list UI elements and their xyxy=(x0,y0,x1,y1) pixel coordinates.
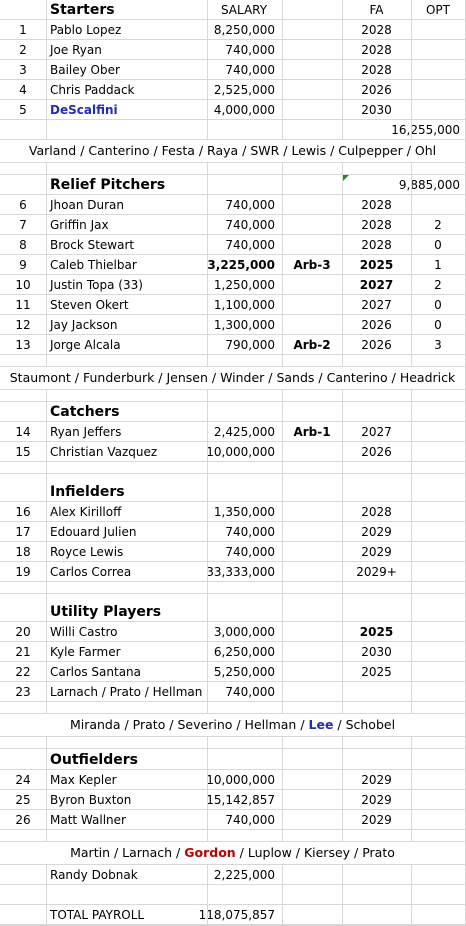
player-name[interactable]: Joe Ryan xyxy=(50,42,102,57)
player-name[interactable]: Caleb Thielbar xyxy=(50,257,137,272)
table-row[interactable] xyxy=(0,642,465,662)
player-name[interactable]: Edouard Julien xyxy=(50,524,137,539)
depth-text: / Luplow / Kiersey / Prato xyxy=(235,844,395,860)
player-name[interactable]: Kyle Farmer xyxy=(50,644,121,659)
row-number: 20 xyxy=(15,624,31,639)
row-number: 21 xyxy=(15,644,31,659)
table-row[interactable] xyxy=(0,770,465,790)
spacer-row xyxy=(0,462,465,474)
catchers-heading[interactable]: Catchers xyxy=(50,403,120,420)
utility-depth-row xyxy=(0,714,465,737)
player-salary[interactable]: 1,250,000 xyxy=(213,277,275,292)
player-fa-year[interactable]: 2029+ xyxy=(356,564,397,579)
player-fa-year[interactable]: 2029 xyxy=(361,792,392,807)
relief-salary-total[interactable]: 9,885,000 xyxy=(398,177,460,192)
table-row[interactable] xyxy=(0,542,465,562)
relief-depth-list[interactable]: Staumont / Funderburk / Jensen / Winder / Sands / Canterino / Headrick xyxy=(9,369,456,385)
row-number: 25 xyxy=(15,792,31,807)
utility-heading[interactable]: Utility Players xyxy=(50,603,162,620)
row-number: 14 xyxy=(15,424,31,439)
player-fa-year[interactable]: 2026 xyxy=(361,337,392,352)
player-fa-year[interactable]: 2027 xyxy=(359,277,394,292)
player-salary[interactable]: 8,250,000 xyxy=(213,22,275,37)
player-fa-year[interactable]: 2026 xyxy=(361,317,392,332)
player-salary[interactable]: 1,100,000 xyxy=(213,297,275,312)
player-fa-year[interactable]: 2026 xyxy=(361,82,392,97)
row-number: 4 xyxy=(19,82,27,97)
player-fa-year[interactable]: 2027 xyxy=(361,424,392,439)
player-name[interactable]: Carlos Santana xyxy=(50,664,142,679)
player-name[interactable]: Pablo Lopez xyxy=(50,22,122,37)
player-name[interactable]: Chris Paddack xyxy=(50,82,135,97)
table-row[interactable] xyxy=(0,40,465,60)
row-number: 17 xyxy=(15,524,31,539)
starters-total-row xyxy=(0,120,465,140)
outfield-depth-row xyxy=(0,842,465,865)
table-row[interactable] xyxy=(0,662,465,682)
spacer-row xyxy=(0,737,465,749)
player-name[interactable]: Bailey Ober xyxy=(50,62,120,77)
starters-heading[interactable]: Starters xyxy=(50,1,115,18)
player-options[interactable]: 2 xyxy=(434,277,442,292)
player-options[interactable]: 0 xyxy=(434,297,442,312)
total-payroll-row xyxy=(0,905,465,925)
player-name[interactable]: Max Kepler xyxy=(50,772,117,787)
player-fa-year[interactable]: 2030 xyxy=(361,102,392,117)
table-row[interactable] xyxy=(0,682,465,702)
row-number: 1 xyxy=(19,22,27,37)
table-row[interactable] xyxy=(0,335,465,355)
player-fa-year[interactable]: 2029 xyxy=(361,772,392,787)
arbitration-status[interactable]: Arb-3 xyxy=(293,257,331,272)
relief-depth-row xyxy=(0,367,465,390)
starters-salary-total[interactable]: 16,255,000 xyxy=(391,122,460,137)
player-name[interactable]: Matt Wallner xyxy=(50,812,126,827)
table-row[interactable] xyxy=(0,502,465,522)
player-fa-year[interactable]: 2028 xyxy=(361,197,392,212)
depth-text: Martin / Larnach / xyxy=(70,844,185,860)
player-salary[interactable]: 10,000,000 xyxy=(206,444,275,459)
row-number: 13 xyxy=(15,337,31,352)
row-number: 5 xyxy=(19,102,27,117)
player-name[interactable]: Jorge Alcala xyxy=(50,337,121,352)
player-fa-year[interactable]: 2028 xyxy=(361,217,392,232)
table-row[interactable] xyxy=(0,442,465,462)
table-row[interactable] xyxy=(0,790,465,810)
player-name[interactable]: Willi Castro xyxy=(50,624,118,639)
opt-column-header[interactable]: OPT xyxy=(425,2,450,17)
player-name[interactable]: Christian Vazquez xyxy=(50,444,158,459)
total-payroll-label[interactable]: TOTAL PAYROLL xyxy=(50,907,145,922)
row-number: 7 xyxy=(19,217,27,232)
row-number: 12 xyxy=(15,317,31,332)
table-row[interactable] xyxy=(0,810,465,830)
player-fa-year[interactable]: 2028 xyxy=(361,62,392,77)
player-salary[interactable]: 740,000 xyxy=(225,684,275,699)
row-number: 8 xyxy=(19,237,27,252)
player-fa-year[interactable]: 2025 xyxy=(361,664,392,679)
table-row[interactable] xyxy=(0,235,465,255)
spacer-row xyxy=(0,582,465,594)
row-number: 19 xyxy=(15,564,31,579)
spacer-row xyxy=(0,830,465,842)
player-salary[interactable]: 740,000 xyxy=(225,812,275,827)
player-salary[interactable]: 1,350,000 xyxy=(213,504,275,519)
player-name[interactable]: Carlos Correa xyxy=(50,564,132,579)
player-fa-year[interactable]: 2027 xyxy=(361,297,392,312)
player-salary[interactable]: 740,000 xyxy=(225,62,275,77)
infielders-heading-row xyxy=(0,482,465,502)
row-number: 18 xyxy=(15,544,31,559)
outfielders-heading-row xyxy=(0,750,465,770)
highlighted-prospect: Lee xyxy=(308,716,334,732)
player-fa-year[interactable]: 2028 xyxy=(361,237,392,252)
fa-column-header[interactable]: FA xyxy=(369,2,384,17)
player-options[interactable]: 0 xyxy=(434,317,442,332)
table-row[interactable] xyxy=(0,622,465,642)
player-salary[interactable]: 2,525,000 xyxy=(213,82,275,97)
player-salary[interactable]: 33,333,000 xyxy=(206,564,275,579)
player-salary[interactable]: 3,000,000 xyxy=(213,624,275,639)
table-row[interactable] xyxy=(0,562,465,582)
salary-column-header[interactable]: SALARY xyxy=(220,2,268,17)
arbitration-status[interactable]: Arb-1 xyxy=(293,424,331,439)
spacer-row xyxy=(0,702,465,714)
player-salary[interactable]: 740,000 xyxy=(225,237,275,252)
player-fa-year[interactable]: 2029 xyxy=(361,524,392,539)
row-number: 24 xyxy=(15,772,31,787)
spacer-row xyxy=(0,355,465,367)
player-options[interactable]: 0 xyxy=(434,237,442,252)
player-salary[interactable]: 790,000 xyxy=(225,337,275,352)
player-fa-year[interactable]: 2030 xyxy=(361,644,392,659)
outfield-depth-list[interactable] xyxy=(0,842,465,864)
player-name[interactable]: Jay Jackson xyxy=(50,317,118,332)
grid-line xyxy=(207,0,208,925)
row-number: 3 xyxy=(19,62,27,77)
table-row[interactable] xyxy=(0,315,465,335)
table-row[interactable] xyxy=(0,275,465,295)
player-name[interactable]: Ryan Jeffers xyxy=(50,424,122,439)
spacer-row xyxy=(0,885,465,905)
spacer-row xyxy=(0,163,465,175)
relief-heading-row xyxy=(0,175,465,195)
player-salary[interactable]: 6,250,000 xyxy=(213,644,275,659)
player-salary[interactable]: 1,300,000 xyxy=(213,317,275,332)
player-fa-year[interactable]: 2029 xyxy=(361,812,392,827)
row-number: 23 xyxy=(15,684,31,699)
player-fa-year[interactable]: 2025 xyxy=(359,257,394,272)
starters-depth-list[interactable]: Varland / Canterino / Festa / Raya / SWR / Lewis / Culpepper / Ohl xyxy=(28,142,437,158)
player-options[interactable]: 3 xyxy=(434,337,442,352)
player-salary[interactable]: 740,000 xyxy=(225,544,275,559)
table-row[interactable] xyxy=(0,80,465,100)
row-number: 26 xyxy=(15,812,31,827)
player-salary[interactable]: 740,000 xyxy=(225,524,275,539)
outfielders-heading[interactable]: Outfielders xyxy=(50,751,138,768)
player-name[interactable]: Steven Okert xyxy=(50,297,129,312)
player-salary[interactable]: 740,000 xyxy=(225,197,275,212)
utility-depth-list[interactable] xyxy=(0,714,465,736)
player-salary[interactable]: 740,000 xyxy=(225,42,275,57)
player-name[interactable]: Jhoan Duran xyxy=(50,197,124,212)
player-fa-year[interactable]: 2026 xyxy=(361,444,392,459)
player-fa-year[interactable]: 2028 xyxy=(361,42,392,57)
player-name[interactable]: Griffin Jax xyxy=(50,217,109,232)
table-row[interactable] xyxy=(0,215,465,235)
table-row[interactable] xyxy=(0,295,465,315)
table-row[interactable] xyxy=(0,522,465,542)
table-row[interactable] xyxy=(0,865,465,885)
infielders-heading[interactable]: Infielders xyxy=(50,483,125,500)
row-number: 2 xyxy=(19,42,27,57)
player-salary[interactable]: 4,000,000 xyxy=(213,102,275,117)
table-row[interactable] xyxy=(0,422,465,442)
table-row[interactable] xyxy=(0,255,465,275)
spacer-row xyxy=(0,390,465,402)
player-salary[interactable]: 15,142,857 xyxy=(206,792,275,807)
relief-heading[interactable]: Relief Pitchers xyxy=(50,176,166,193)
player-salary[interactable]: 3,225,000 xyxy=(207,257,275,272)
grid-line xyxy=(411,0,412,925)
player-name[interactable]: Larnach / Prato / Hellman xyxy=(50,684,203,699)
arbitration-status[interactable]: Arb-2 xyxy=(293,337,331,352)
player-salary[interactable]: 740,000 xyxy=(225,217,275,232)
utility-heading-row xyxy=(0,602,465,622)
row-number: 6 xyxy=(19,197,27,212)
row-number: 15 xyxy=(15,444,31,459)
row-number: 11 xyxy=(15,297,31,312)
player-options[interactable]: 2 xyxy=(434,217,442,232)
player-options[interactable]: 1 xyxy=(434,257,442,272)
player-name[interactable]: DeScalfini xyxy=(50,102,118,117)
grid-line xyxy=(46,0,47,925)
player-name[interactable]: Brock Stewart xyxy=(50,237,135,252)
grid-line xyxy=(282,0,283,925)
table-row[interactable] xyxy=(0,60,465,80)
player-salary[interactable]: 2,425,000 xyxy=(213,424,275,439)
row-number: 22 xyxy=(15,664,31,679)
player-name[interactable]: Royce Lewis xyxy=(50,544,124,559)
row-number: 16 xyxy=(15,504,31,519)
grid-line xyxy=(342,0,343,925)
player-salary[interactable]: 2,225,000 xyxy=(213,867,275,882)
player-fa-year[interactable]: 2028 xyxy=(361,22,392,37)
row-number: 9 xyxy=(19,257,27,272)
depth-text: / Schobel xyxy=(333,716,396,732)
table-row[interactable] xyxy=(0,20,465,40)
player-salary[interactable]: 5,250,000 xyxy=(213,664,275,679)
highlighted-prospect: Gordon xyxy=(184,844,236,860)
player-name[interactable]: Alex Kirilloff xyxy=(50,504,122,519)
table-row[interactable] xyxy=(0,195,465,215)
player-salary[interactable]: 10,000,000 xyxy=(206,772,275,787)
player-name[interactable]: Justin Topa (33) xyxy=(50,277,143,292)
starters-depth-row xyxy=(0,140,465,163)
total-payroll-value[interactable]: 118,075,857 xyxy=(198,907,275,922)
player-fa-year[interactable]: 2028 xyxy=(361,504,392,519)
header-row xyxy=(0,0,465,20)
table-row[interactable] xyxy=(0,100,465,120)
row-number: 10 xyxy=(15,277,31,292)
depth-text: Miranda / Prato / Severino / Hellman / xyxy=(69,716,309,732)
player-fa-year[interactable]: 2029 xyxy=(361,544,392,559)
catchers-heading-row xyxy=(0,402,465,422)
player-name[interactable]: Randy Dobnak xyxy=(50,867,138,882)
player-fa-year[interactable]: 2025 xyxy=(359,624,394,639)
player-name[interactable]: Byron Buxton xyxy=(50,792,132,807)
